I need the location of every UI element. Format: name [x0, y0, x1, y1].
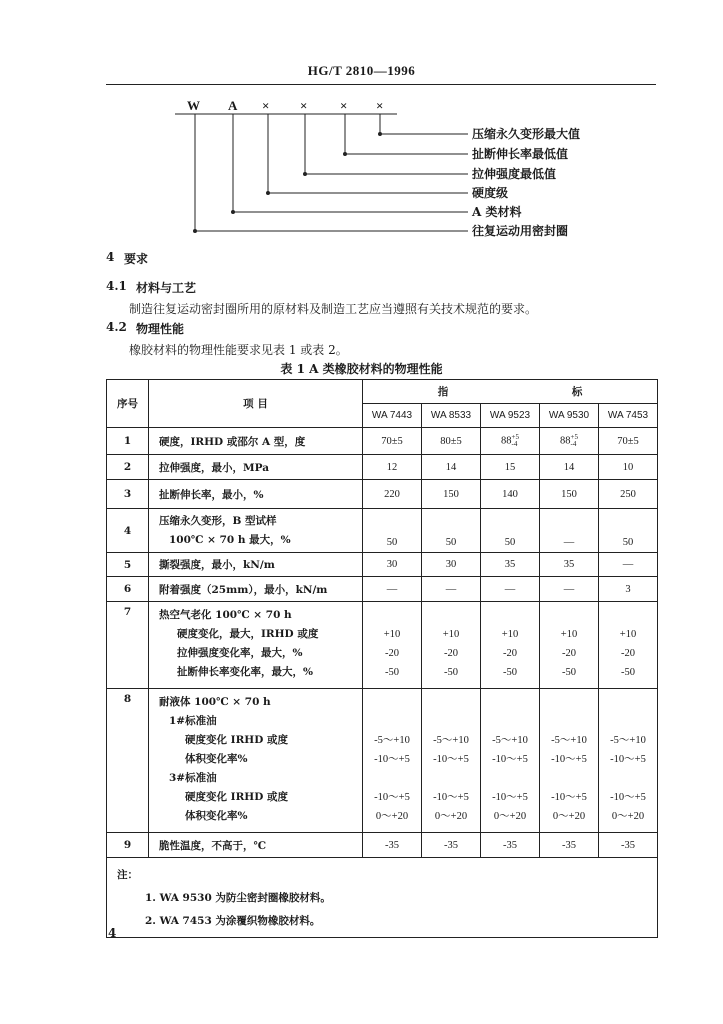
section-4-1-number: 4.1: [106, 279, 127, 293]
note-2: 2. WA 7453 为涂覆织物橡胶材料。: [145, 915, 321, 927]
table-row: 6 附着强度（25mm），最小，kN/m — — — — 3: [107, 577, 658, 602]
section-4-title: 要求: [124, 252, 149, 266]
header-index-b: 标: [571, 386, 583, 398]
properties-table: [106, 379, 658, 938]
table-row: 9 脆性温度，不高于，℃ -35 -35 -35 -35 -35: [107, 833, 658, 858]
table-row: 5 撕裂强度，最小，kN/m 30 30 35 35 —: [107, 553, 658, 577]
grade-header: WA 8533: [422, 404, 481, 428]
header-index-a: 指: [437, 386, 449, 398]
grade-header: WA 7443: [363, 404, 422, 428]
code-letter-w: W: [187, 98, 200, 113]
table-row: 4 压缩永久变形，B 型试样 100℃ × 70 h 最大，% 50 50 50 — 50: [107, 509, 658, 553]
notes-title: 注：: [117, 869, 138, 881]
note-1: 1. WA 9530 为防尘密封圈橡胶材料。: [145, 892, 331, 904]
code-letter-a: A: [228, 98, 238, 113]
header-no: 序号: [107, 380, 149, 428]
label-compression-set: 压缩永久变形最大值: [472, 127, 581, 141]
table-notes: [107, 858, 658, 938]
label-hardness-grade: 硬度级: [472, 186, 509, 200]
section-4-number: 4: [106, 250, 115, 264]
code-letter-x2: ×: [300, 98, 308, 113]
label-seal-type: 往复运动用密封圈: [472, 224, 569, 238]
table-row: 1 硬度，IRHD 或邵尔 A 型，度 70±5 80±5 88 +5 -4 88 +5 -4 70±5: [107, 428, 658, 455]
section-4-2-number: 4.2: [106, 320, 127, 334]
grade-header: WA 9530: [540, 404, 599, 428]
table-row: 7 热空气老化 100℃ × 70 h 硬度变化，最大，IRHD 或度 拉伸强度变化率，最大，% 扯断伸长率变化率，最大，% +10 -20 -50 +10 -20 -50 +10 -20 -50 +10 -20 -50 +10 -20 -50: [107, 602, 658, 689]
page-number: 4: [108, 926, 117, 940]
code-letter-x3: ×: [340, 98, 348, 113]
header-index: [363, 380, 658, 404]
section-4-1-title: 材料与工艺: [136, 281, 197, 295]
standard-code: HG/T 2810—1996: [307, 63, 416, 78]
label-material-a: A 类材料: [472, 205, 522, 219]
section-4-1-text: 制造往复运动密封圈所用的原材料及制造工艺应当遵照有关技术规范的要求。: [129, 302, 538, 316]
label-elongation: 扯断伸长率最低值: [472, 147, 569, 161]
code-letter-x1: ×: [262, 98, 270, 113]
designation-leader-lines: [0, 0, 723, 260]
label-tensile: 拉伸强度最低值: [472, 167, 557, 181]
grade-header: WA 7453: [599, 404, 658, 428]
section-4-2-text: 橡胶材料的物理性能要求见表 1 或表 2。: [129, 343, 348, 357]
grade-header: WA 9523: [481, 404, 540, 428]
table-row: 8 耐液体 100℃ × 70 h 1#标准油 硬度变化 IRHD 或度 体积变化率% 3#标准油 硬度变化 IRHD 或度 体积变化率% -5～+10 -10～+5 -10～+5 0～+20 -5～+10 -10～+5 -10～+5 0～+20 -5～+10 -10～+5 -10～+5 0～+20 -5～+10 -10～+5 -10～+5 0～+20 -5～+10 -10～+5 -10～+5 0～+20: [107, 689, 658, 833]
code-letter-x4: ×: [376, 98, 384, 113]
table-row: 2 拉伸强度，最小，MPa 12 14 15 14 10: [107, 455, 658, 480]
section-4-2-title: 物理性能: [136, 322, 185, 336]
table-row: 3 扯断伸长率，最小，% 220 150 140 150 250: [107, 480, 658, 509]
table-caption: 表 1 A 类橡胶材料的物理性能: [280, 362, 443, 376]
header-item: 项 目: [149, 380, 363, 428]
